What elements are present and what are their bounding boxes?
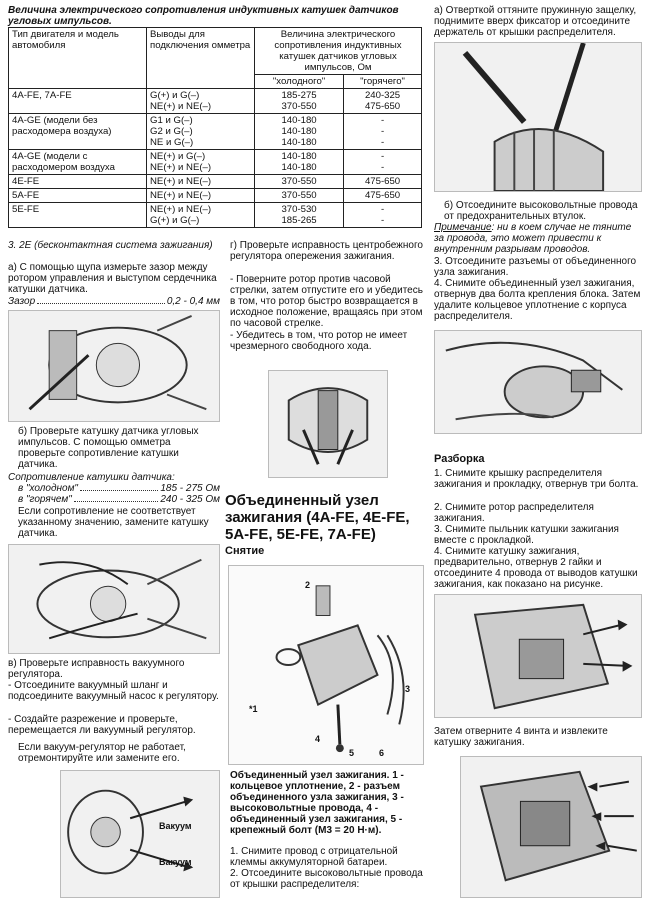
cold-value: 370-550 xyxy=(281,190,317,201)
section-2e-title: 3. 2E (бесконтактная система зажигания) xyxy=(8,240,213,251)
step-b-coil: б) Проверьте катушку датчика угловых импульсов. С помощью омметра проверьте сопротивление катушки датчика. xyxy=(18,426,199,470)
gap-spec xyxy=(8,296,220,307)
terminals-value: G1 и G(–) xyxy=(150,115,193,126)
coil-resistance-cold xyxy=(18,483,220,494)
callout-2: 2 xyxy=(305,580,311,590)
cell-terminals xyxy=(147,175,255,189)
disassembly-heading: Разборка xyxy=(434,453,485,465)
vacuum-label-2: Вакуум xyxy=(159,857,192,867)
centrifugal-step-2: - Убедитесь в том, что ротор не имеет чрезмерного свободного хода. xyxy=(230,330,408,352)
step-c-vacuum: в) Проверьте исправность вакуумного регулятора. xyxy=(8,658,185,680)
cell-cold xyxy=(255,203,344,228)
terminals-value: G(+) и G(–) xyxy=(150,90,200,101)
note xyxy=(434,222,642,255)
rotor-icon xyxy=(269,371,387,477)
rotor-check-figure xyxy=(268,370,388,478)
step-a-gap: а) С помощью щупа измерьте зазор между ротором управления и выступом сердечника катушки датчика. xyxy=(8,262,217,295)
cold-value: 185-275 xyxy=(281,90,317,101)
connector-figure xyxy=(434,330,642,434)
engine-text: 5A-FE xyxy=(12,190,40,201)
cold-value: 185 - 275 Ом xyxy=(160,483,220,494)
engine-text: 4A-FE, 7A-FE xyxy=(12,90,72,101)
engine-text: 4A-GE (модели без расходомера воздуха) xyxy=(12,115,112,137)
cell-hot xyxy=(344,114,422,150)
hot-value: - xyxy=(380,115,385,126)
engine-text: 5E-FE xyxy=(12,204,40,215)
cell-terminals xyxy=(147,114,255,150)
cold-value: 140-180 xyxy=(281,162,317,173)
cold-value: 370-550 xyxy=(281,176,317,187)
cell-terminals xyxy=(147,150,255,175)
removal-subheading: Снятие xyxy=(225,545,265,557)
figure-caption: Объединенный узел зажигания. 1 - кольцевое уплотнение, 2 - разъем объединенного узла зажигания, 3 - высоковольтные провода, 4 - объединенный узел зажигания, 5 - крепежный болт (М3 = 20 Н·м). xyxy=(230,770,404,836)
removal-step-3: 3. Отсоедините разъемы от объединенного узла зажигания. xyxy=(434,256,637,278)
terminals-value: NE(+) и NE(–) xyxy=(150,190,212,201)
disassembly-step-5: Затем отверните 4 винта и извлеките катушку зажигания. xyxy=(434,726,608,748)
step-g-centrifugal: г) Проверьте исправность центробежного регулятора опережения зажигания. xyxy=(230,240,423,262)
removal-step-2: 2. Отсоедините высоковольтные провода от крышки распределителя: xyxy=(230,868,423,890)
col-header-terminals: Выводы для подключения омметра xyxy=(147,28,255,89)
terminals-value: NE(+) и NE(–) xyxy=(150,176,212,187)
vacuum-step-2: - Создайте разрежение и проверьте, перемещается ли вакуумный регулятор. xyxy=(8,714,196,736)
hot-value: - xyxy=(380,204,385,215)
cell-engine xyxy=(9,203,147,228)
vacuum-pump-icon xyxy=(61,771,219,897)
coil-resistance-note: Если сопротивление не соответствует указанному значению, замените катушку датчика. xyxy=(18,506,209,539)
connector-icon xyxy=(435,331,641,433)
disassembly-step-1: 1. Снимите крышку распределителя зажигания и прокладку, отвернув три болта. xyxy=(434,468,639,490)
cell-cold xyxy=(255,89,344,114)
terminals-value: G(+) и G(–) xyxy=(150,215,200,226)
screwdriver-icon xyxy=(435,43,641,191)
note-label: Примечание xyxy=(434,222,492,233)
cell-engine xyxy=(9,150,147,175)
terminals-value: NE(+) и NE(–) xyxy=(150,101,212,112)
latch-figure xyxy=(434,42,642,192)
ignition-unit-exploded-figure xyxy=(228,565,424,765)
callout-4: 4 xyxy=(315,734,321,744)
table-row xyxy=(9,114,422,150)
cold-value: 140-180 xyxy=(281,126,317,137)
hot-value: - xyxy=(380,137,385,148)
terminals-value: NE и G(–) xyxy=(150,137,194,148)
hot-value: 475-650 xyxy=(364,190,401,201)
cell-hot xyxy=(344,175,422,189)
ohmmeter-icon xyxy=(9,545,219,653)
hot-value: - xyxy=(380,215,385,226)
gap-value: 0,2 - 0,4 мм xyxy=(166,296,220,307)
terminals-value: NE(+) и NE(–) xyxy=(150,204,212,215)
note-text: : ни в коем случае не тяните за провода, это может привести к внутренним разрывам проводов. xyxy=(434,222,632,255)
ignition-coil-icon xyxy=(435,595,641,717)
table-title: Величина электрического сопротивления индуктивных катушек датчиков угловых импульсов. xyxy=(8,5,399,27)
cold-value: 185-265 xyxy=(281,215,317,226)
terminals-value: NE(+) и NE(–) xyxy=(150,162,212,173)
hot-value: - xyxy=(380,126,385,137)
cell-cold xyxy=(255,189,344,203)
col-header-hot: "горячего" xyxy=(344,75,422,89)
vacuum-label-1: Вакуум xyxy=(159,821,192,831)
table-row xyxy=(9,189,422,203)
table-row xyxy=(9,89,422,114)
callout-3: 3 xyxy=(405,684,411,694)
callout-1: *1 xyxy=(249,704,258,714)
cell-engine xyxy=(9,114,147,150)
hot-value: 240 - 325 Ом xyxy=(160,494,220,505)
cold-label: в "холодном" xyxy=(18,483,78,494)
disassembly-step-2: 2. Снимите ротор распределителя зажигания. xyxy=(434,502,594,524)
col-header-cold: "холодного" xyxy=(255,75,344,89)
removal-step-4: 4. Снимите объединенный узел зажигания, отвернув два болта крепления блока. Затем удалите кольцевое уплотнение с корпуса распределителя. xyxy=(434,278,641,322)
terminals-value: G2 и G(–) xyxy=(150,126,193,137)
hot-value: 240-325 xyxy=(364,90,401,101)
table-row xyxy=(9,203,422,228)
removal-step-1: 1. Снимите провод с отрицательной клеммы аккумуляторной батареи. xyxy=(230,846,398,868)
hot-value: 475-650 xyxy=(364,176,401,187)
step-a-latch: а) Отверткой оттяните пружинную защелку, поднимите вверх фиксатор и отсоедините держатель от крышки распределителя. xyxy=(434,5,637,38)
coil-check-figure xyxy=(8,544,220,654)
engine-text: 4E-FE xyxy=(12,176,40,187)
cell-engine xyxy=(9,175,147,189)
cold-value: 140-180 xyxy=(281,151,317,162)
step-b-wires: б) Отсоедините высоковольтные провода от предохранительных втулок. xyxy=(444,200,638,222)
col-header-resistance: Величина электрического сопротивления индуктивных катушек датчиков угловых импульсов, Ом xyxy=(255,28,422,75)
cold-value: 370-550 xyxy=(281,101,317,112)
vacuum-step-3: Если вакуум-регулятор не работает, отремонтируйте или замените его. xyxy=(18,742,186,764)
disassembly-step-4: 4. Снимите катушку зажигания, предварительно, отвернув 2 гайки и отсоедините 4 провода от выводов катушки зажигания, как показано на рисунке. xyxy=(434,546,638,590)
coil-resistance-title: Сопротивление катушки датчика: xyxy=(8,472,175,483)
cell-terminals xyxy=(147,189,255,203)
resistance-table xyxy=(8,27,422,228)
callout-5: 5 xyxy=(349,748,355,758)
cold-value: 370-530 xyxy=(281,204,317,215)
centrifugal-step-1: - Поверните ротор против часовой стрелки, затем отпустите его и убедитесь в том, что ротор быстро возвращается в исходное положение, вращаясь при этом по часовой стрелке. xyxy=(230,274,423,329)
vacuum-figure xyxy=(60,770,220,898)
cell-hot xyxy=(344,203,422,228)
coil-removal-figure xyxy=(434,594,642,718)
feeler-gauge-icon xyxy=(9,311,219,421)
cell-terminals xyxy=(147,89,255,114)
engine-text: 4A-GE (модели с расходомером воздуха xyxy=(12,151,115,173)
cell-cold xyxy=(255,150,344,175)
vacuum-step-1: - Отсоедините вакуумный шланг и подсоедините вакуумный насос к регулятору. xyxy=(8,680,219,702)
hot-value: - xyxy=(380,162,385,173)
coil-resistance-hot xyxy=(18,494,220,505)
disassembly-step-3: 3. Снимите пыльник катушки зажигания вместе с прокладкой. xyxy=(434,524,619,546)
cell-hot xyxy=(344,189,422,203)
table-row xyxy=(9,175,422,189)
cold-value: 140-180 xyxy=(281,115,317,126)
hot-value: - xyxy=(380,151,385,162)
hot-value: 475-650 xyxy=(364,101,401,112)
cold-value: 140-180 xyxy=(281,137,317,148)
cell-engine xyxy=(9,189,147,203)
table-header-row xyxy=(9,28,422,75)
cell-cold xyxy=(255,114,344,150)
cell-hot xyxy=(344,150,422,175)
cell-hot xyxy=(344,89,422,114)
gap-label: Зазор xyxy=(8,296,36,307)
cell-cold xyxy=(255,175,344,189)
table-row xyxy=(9,150,422,175)
hot-label: в "горячем" xyxy=(18,494,72,505)
gap-measurement-figure xyxy=(8,310,220,422)
cell-terminals xyxy=(147,203,255,228)
screws-icon xyxy=(461,757,641,897)
col-header-engine: Тип двигателя и модель автомобиля xyxy=(9,28,147,89)
terminals-value: NE(+) и G(–) xyxy=(150,151,206,162)
callout-6: 6 xyxy=(379,748,385,758)
cell-engine xyxy=(9,89,147,114)
coil-screws-figure xyxy=(460,756,642,898)
ignition-unit-icon xyxy=(229,566,423,764)
section-heading: Объединенный узел зажигания (4A-FE, 4E-FE, 5A-FE, 5E-FE, 7A-FE) xyxy=(225,492,410,543)
